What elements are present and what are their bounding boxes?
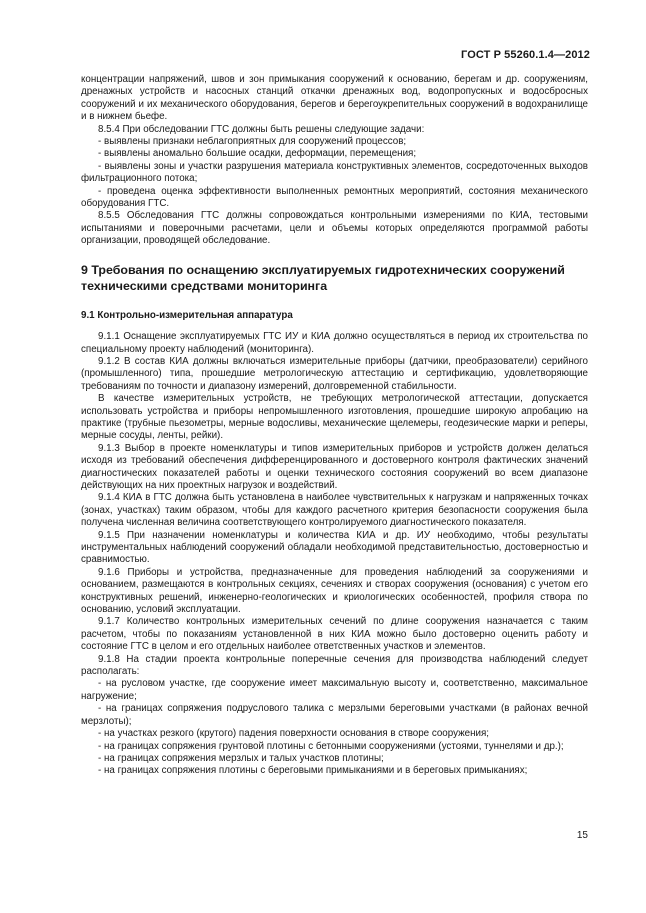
list-item: - проведена оценка эффективности выполненных ремонтных мероприятий, состояния механического оборудования ГТС. — [81, 185, 588, 210]
paragraph: 9.1.4 КИА в ГТС должна быть установлена в наиболее чувствительных к нагрузкам и напряженных точках (зонах, участках) таким образом, чтобы для каждого расчетного критерия безопасности сооружения была получена численная величина соответствующего контролируемого диагностического показателя. — [81, 492, 588, 529]
list-item: - на русловом участке, где сооружение имеет максимальную высоту и, соответственно, максимальное нагружение; — [81, 678, 588, 702]
paragraph: концентрации напряжений, швов и зон примыкания сооружений к основанию, берегам и др. сооружениям, дренажных устройств и насосных станций откачки дренажных вод, водопропускных и водосбросных сооружений и их механического оборудования, берегов и берегоукрепительных сооружений в водохранилище и в нижнем бьефе. — [81, 74, 588, 123]
list-item: - на участках резкого (крутого) падения поверхности основания в створе сооружения; — [98, 728, 490, 740]
list-item: - выявлены признаки неблагоприятных для сооружений процессов; — [98, 136, 407, 148]
paragraph: В качестве измерительных устройств, не требующих метрологической аттестации, допускается использовать устройства и приборы непромышленного изготовления, прошедшие широкую апробацию на практике (трубные пьезометры, мерные водосливы, механические щелемеры, геодезические марки и реперы, мерные сосуды, ленты, рейки). — [81, 393, 588, 442]
paragraph: 8.5.4 При обследовании ГТС должны быть решены следующие задачи: — [98, 123, 425, 135]
paragraph: 9.1.6 Приборы и устройства, предназначенные для проведения наблюдений за сооружениями и основанием, размещаются в контрольных секциях, сечениях и створах сооружения (основания) с учетом его конструктивных решений, инженерно-геологических и криологических особенностей, профиля створа по основанию, условий эксплуатации. — [81, 566, 588, 616]
list-item: - на границах сопряжения подруслового талика с мерзлыми береговыми участками (в районах вечной мерзлоты); — [81, 703, 588, 727]
list-item: - на границах сопряжения грунтовой плотины с бетонными сооружениями (устоями, туннелями и др.); — [98, 740, 564, 752]
paragraph: 9.1.2 В состав КИА должны включаться измерительные приборы (датчики, преобразователи) серийного (промышленного) типа, прошедшие метрологическую аттестацию и сертификацию, удовлетворяющие требованиям по точности и диапазону измерений, долговременной стабильности. — [81, 355, 588, 392]
list-item: - выявлены зоны и участки разрушения материала конструктивных элементов, сосредоточенных выходов фильтрационного потока; — [81, 160, 588, 185]
paragraph: 9.1.1 Оснащение эксплуатируемых ГТС ИУ и КИА должно осуществляться в период их строительства по специальному проекту наблюдений (мониторинга). — [81, 331, 588, 355]
page-header: ГОСТ Р 55260.1.4—2012 — [461, 49, 590, 61]
list-item: - на границах сопряжения плотины с береговыми примыканиями и в береговых примыканиях; — [98, 765, 528, 777]
paragraph: 9.1.7 Количество контрольных измерительных сечений по длине сооружения назначается с таким расчетом, чтобы по показаниям установленной в них КИА можно было достоверно оценить работу и состояние ГТС в целом и его отдельных наиболее ответственных участков и элементов. — [81, 616, 588, 653]
document-body — [81, 74, 588, 778]
subsection-title: 9.1 Контрольно-измерительная аппаратура — [81, 309, 293, 321]
page-number: 15 — [576, 830, 588, 841]
paragraph: 8.5.5 Обследования ГТС должны сопровождаться контрольными измерениями по КИА, тестовыми испытаниями и поверочными расчетами, цели и объемы которых определяются программой работы организации, проводящей обследование. — [81, 210, 588, 247]
paragraph: 9.1.5 При назначении номенклатуры и количества КИА и др. ИУ необходимо, чтобы результаты инструментальных наблюдений сооружений обладали необходимой представительностью, достоверностью и сравнимостью. — [81, 529, 588, 566]
list-item: - на границах сопряжения мерзлых и талых участков плотины; — [98, 752, 384, 764]
section-title: 9 Требования по оснащению эксплуатируемых гидротехнических сооружений техническими средствами мониторинга — [81, 262, 565, 293]
paragraph: 9.1.3 Выбор в проекте номенклатуры и типов измерительных приборов и устройств должен делаться исходя из требований обеспечения дифференцированного и достоверного контроля фактических значений диагностических показателей работы и оценки технического состояния сооружений во всем диапазоне действующих на них проектных нагрузок и воздействий. — [81, 442, 588, 491]
paragraph: 9.1.8 На стадии проекта контрольные поперечные сечения для производства наблюдений следует располагать: — [81, 653, 588, 678]
list-item: - выявлены аномально большие осадки, деформации, перемещения; — [98, 148, 417, 160]
